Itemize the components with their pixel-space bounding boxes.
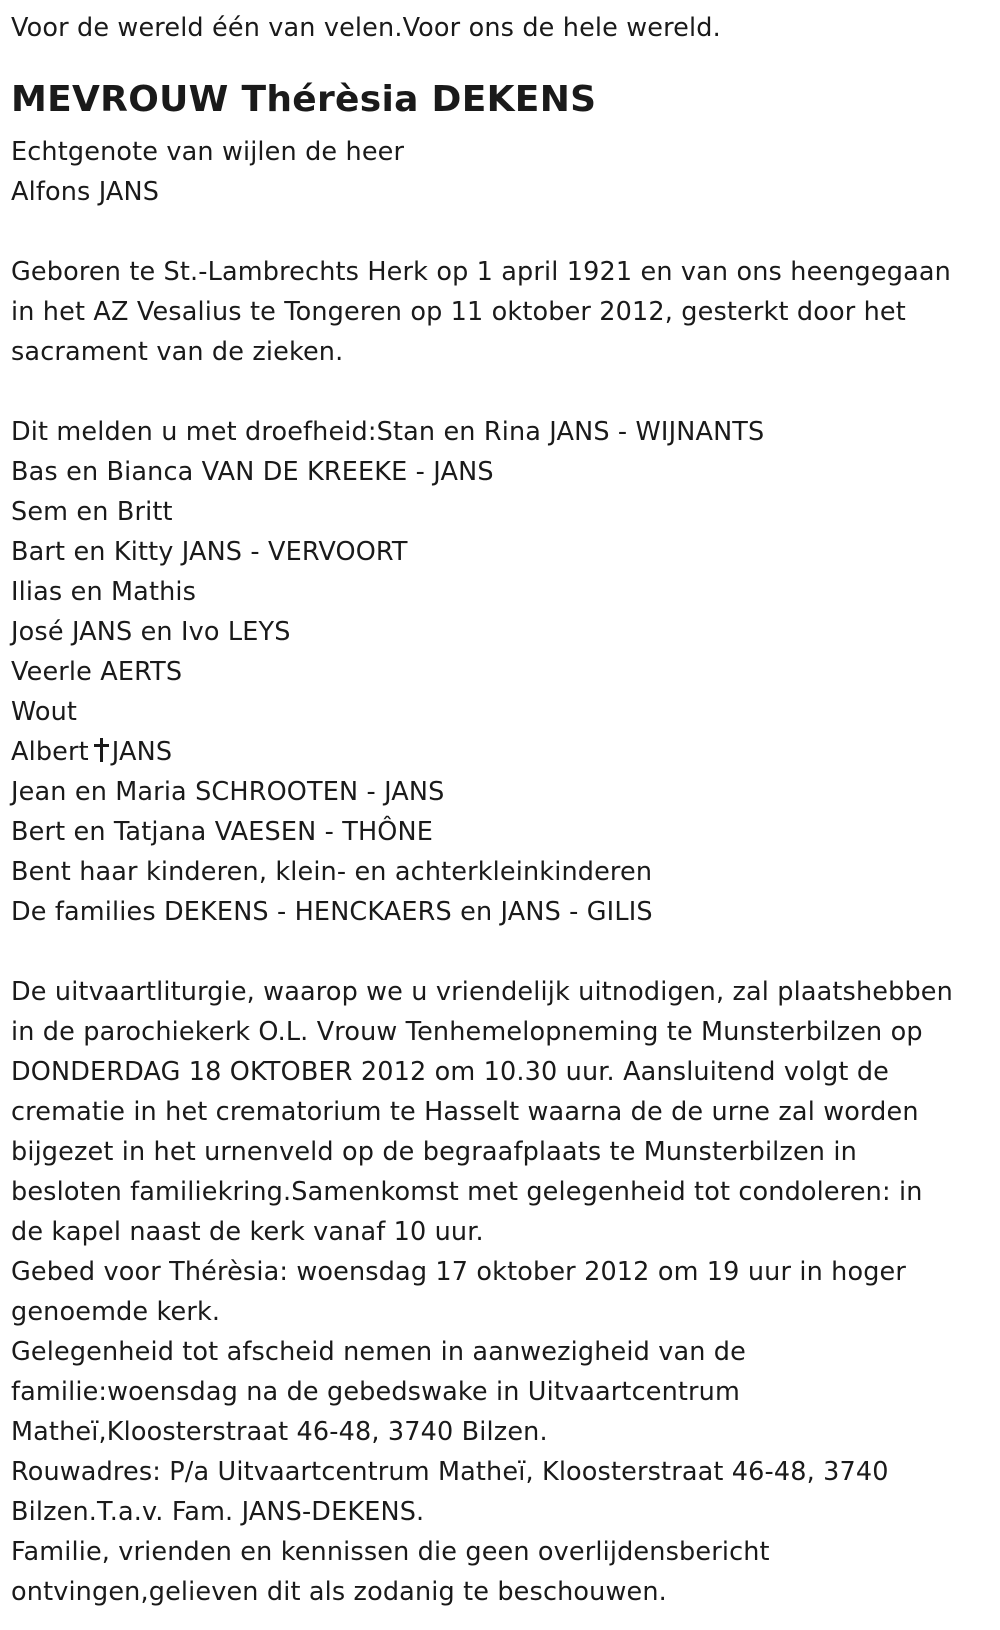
paragraph-line: De uitvaartliturgie, waarop we u vriendelijk uitnodigen, zal plaatshebben	[11, 977, 953, 1007]
paragraph-line: Matheï,Kloosterstraat 46-48, 3740 Bilzen.	[11, 1417, 548, 1447]
funeral-info	[11, 972, 1000, 1612]
mourner-line: Jean en Maria SCHROOTEN - JANS	[11, 777, 445, 807]
paragraph-line: in de parochiekerk O.L. Vrouw Tenhemelopneming te Munsterbilzen op	[11, 1017, 923, 1047]
spouse-block	[11, 132, 1000, 212]
paragraph-line: Geboren te St.-Lambrechts Herk op 1 april 1921 en van ons heengegaan	[11, 257, 951, 287]
paragraph-line: Rouwadres: P/a Uitvaartcentrum Matheï, Kloosterstraat 46-48, 3740	[11, 1457, 889, 1487]
paragraph-line: in het AZ Vesalius te Tongeren op 11 oktober 2012, gesterkt door het	[11, 297, 906, 327]
mourner-line: Bart en Kitty JANS - VERVOORT	[11, 537, 408, 567]
mourner-line: Veerle AERTS	[11, 657, 183, 687]
mourner-last-name: JANS	[111, 737, 173, 767]
paragraph-line: genoemde kerk.	[11, 1297, 221, 1327]
paragraph-line: Familie, vrienden en kennissen die geen overlijdensbericht	[11, 1537, 770, 1567]
paragraph-line: ontvingen,gelieven dit als zodanig te beschouwen.	[11, 1577, 667, 1607]
mourner-line: Bas en Bianca VAN DE KREEKE - JANS	[11, 457, 494, 487]
spouse-name: Alfons JANS	[11, 177, 160, 207]
mourner-line-deceased	[11, 732, 1000, 772]
mourners-list	[11, 412, 1000, 932]
paragraph-line: sacrament van de zieken.	[11, 337, 344, 367]
paragraph-line: DONDERDAG 18 OKTOBER 2012 om 10.30 uur. Aansluitend volgt de	[11, 1057, 890, 1087]
paragraph-line: Bilzen.T.a.v. Fam. JANS-DEKENS.	[11, 1497, 425, 1527]
paragraph-line: de kapel naast de kerk vanaf 10 uur.	[11, 1217, 484, 1247]
mourner-line: De families DEKENS - HENCKAERS en JANS - GILIS	[11, 897, 653, 927]
birth-death-paragraph	[11, 252, 1000, 372]
tagline: Voor de wereld één van velen.Voor ons de hele wereld.	[11, 13, 721, 43]
paragraph-line: Gebed voor Thérèsia: woensdag 17 oktober 2012 om 19 uur in hoger	[11, 1257, 907, 1287]
paragraph-line: bijgezet in het urnenveld op de begraafplaats te Munsterbilzen in	[11, 1137, 857, 1167]
mourner-line: Dit melden u met droefheid:Stan en Rina JANS - WIJNANTS	[11, 417, 765, 447]
mourner-line: Ilias en Mathis	[11, 577, 197, 607]
mourner-line: José JANS en Ivo LEYS	[11, 617, 291, 647]
spouse-line: Echtgenote van wijlen de heer	[11, 137, 405, 167]
cross-icon	[94, 738, 108, 762]
mourner-line: Bent haar kinderen, klein- en achterkleinkinderen	[11, 857, 653, 887]
mourner-line: Bert en Tatjana VAESEN - THÔNE	[11, 817, 433, 847]
paragraph-line: crematie in het crematorium te Hasselt waarna de de urne zal worden	[11, 1097, 919, 1127]
paragraph-line: besloten familiekring.Samenkomst met gelegenheid tot condoleren: in	[11, 1177, 923, 1207]
mourner-line: Wout	[11, 697, 78, 727]
paragraph-line: familie:woensdag na de gebedswake in Uitvaartcentrum	[11, 1377, 740, 1407]
paragraph-line: Gelegenheid tot afscheid nemen in aanwezigheid van de	[11, 1337, 746, 1367]
deceased-name: MEVROUW Thérèsia DEKENS	[11, 79, 597, 120]
mourner-first-name: Albert	[11, 737, 89, 767]
mourner-line: Sem en Britt	[11, 497, 173, 527]
